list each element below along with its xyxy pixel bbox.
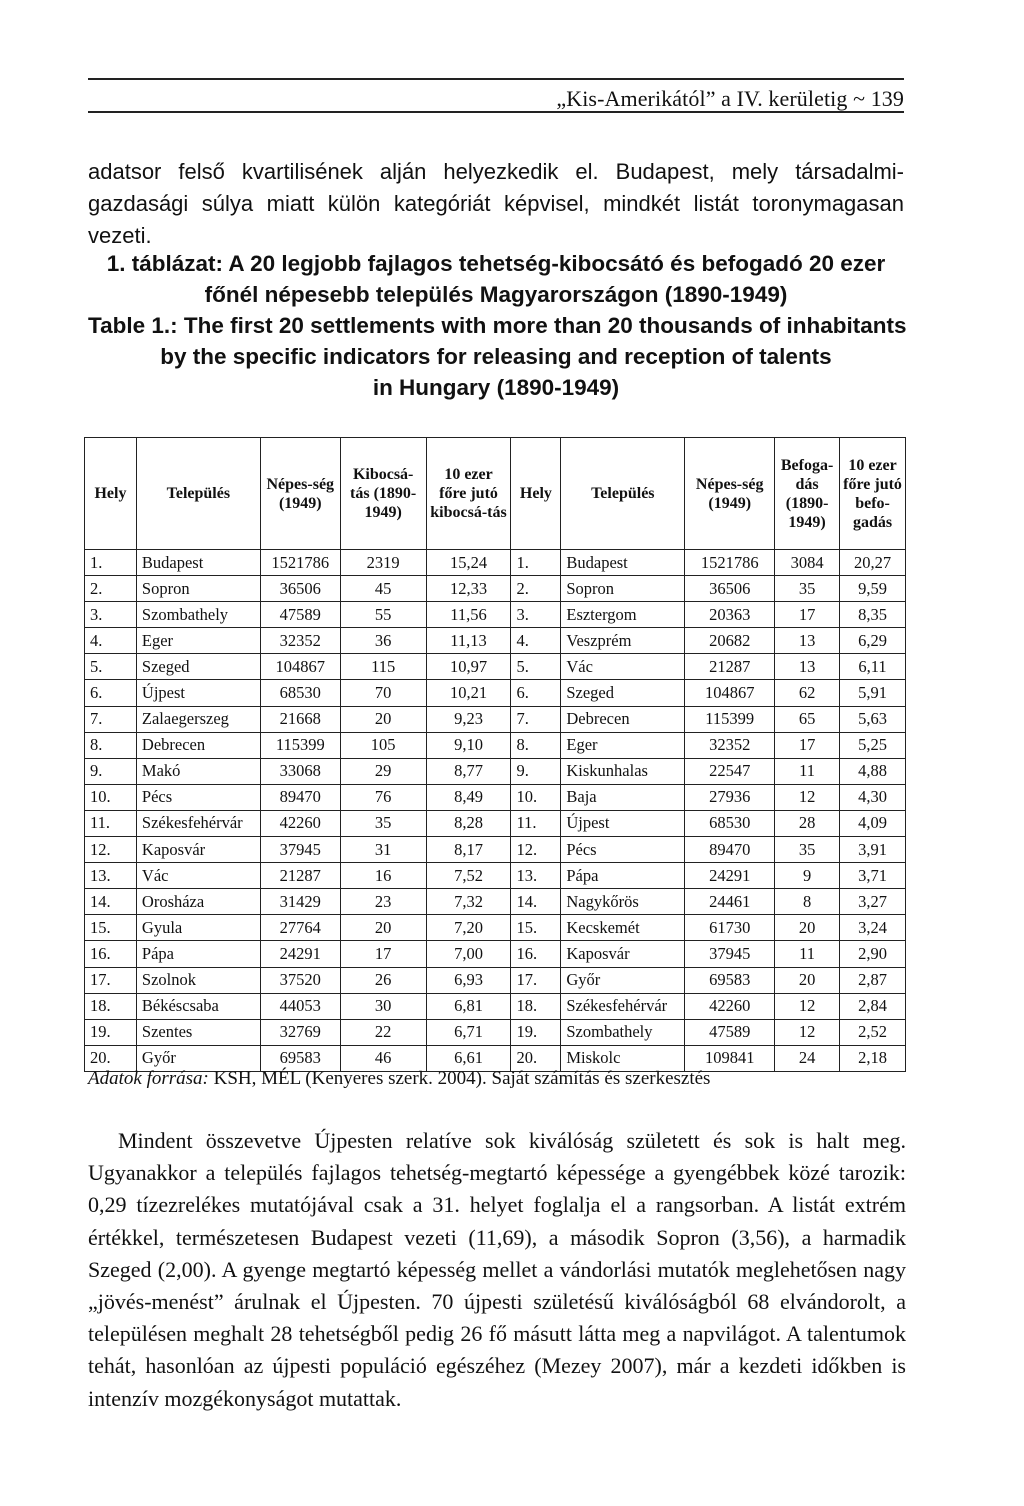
cell-rank-left: 10.: [85, 784, 137, 810]
cell-population-right: 115399: [685, 706, 775, 732]
cell-settlement-right: Budapest: [561, 550, 685, 576]
cell-settlement-right: Pécs: [561, 837, 685, 863]
cell-emission: 16: [340, 863, 426, 889]
table-body: [85, 550, 906, 1072]
cell-population-right: 21287: [685, 654, 775, 680]
cell-settlement-right: Nagykőrös: [561, 889, 685, 915]
cell-population-right: 1521786: [685, 550, 775, 576]
cell-population-right: 37945: [685, 941, 775, 967]
cell-emission-per-10k: 8,77: [426, 758, 511, 784]
cell-population-right: 89470: [685, 837, 775, 863]
cell-rank-right: 13.: [511, 863, 561, 889]
cell-emission-per-10k: 10,21: [426, 680, 511, 706]
cell-reception: 28: [775, 810, 840, 836]
table-row: [85, 993, 906, 1019]
cell-rank-right: 9.: [511, 758, 561, 784]
cell-rank-left: 7.: [85, 706, 137, 732]
cell-reception: 3084: [775, 550, 840, 576]
cell-settlement-left: Debrecen: [136, 732, 260, 758]
cell-settlement-left: Eger: [136, 628, 260, 654]
cell-population-right: 24461: [685, 889, 775, 915]
cell-settlement-right: Pápa: [561, 863, 685, 889]
cell-emission-per-10k: 7,52: [426, 863, 511, 889]
cell-population-right: 20363: [685, 602, 775, 628]
table-header-row: [85, 438, 906, 550]
cell-population-left: 31429: [260, 889, 340, 915]
cell-population-left: 68530: [260, 680, 340, 706]
cell-rank-right: 12.: [511, 837, 561, 863]
cell-rank-left: 13.: [85, 863, 137, 889]
cell-rank-left: 11.: [85, 810, 137, 836]
cell-population-left: 32352: [260, 628, 340, 654]
data-source-note: [88, 1068, 710, 1090]
cell-reception: 11: [775, 941, 840, 967]
cell-emission-per-10k: 8,49: [426, 784, 511, 810]
table-row: [85, 680, 906, 706]
cell-emission: 105: [340, 732, 426, 758]
cell-rank-left: 18.: [85, 993, 137, 1019]
cell-settlement-left: Pécs: [136, 784, 260, 810]
cell-emission-per-10k: 7,32: [426, 889, 511, 915]
table-row: [85, 889, 906, 915]
cell-reception-per-10k: 6,29: [840, 628, 906, 654]
cell-population-right: 24291: [685, 863, 775, 889]
cell-reception: 13: [775, 628, 840, 654]
header-rank-right: Hely: [511, 438, 561, 550]
cell-rank-right: 11.: [511, 810, 561, 836]
header-emission-per-10k: 10 ezer főre jutó kibocsá-tás: [426, 438, 511, 550]
cell-population-right: 69583: [685, 967, 775, 993]
cell-emission-per-10k: 6,81: [426, 993, 511, 1019]
cell-emission: 115: [340, 654, 426, 680]
cell-emission-per-10k: 7,20: [426, 915, 511, 941]
cell-population-right: 104867: [685, 680, 775, 706]
cell-rank-right: 7.: [511, 706, 561, 732]
cell-population-left: 27764: [260, 915, 340, 941]
source-label: Adatok forrása:: [88, 1068, 209, 1089]
intro-paragraph: [88, 156, 904, 252]
cell-rank-right: 2.: [511, 576, 561, 602]
cell-population-right: 20682: [685, 628, 775, 654]
cell-settlement-right: Eger: [561, 732, 685, 758]
header-emission: Kibocsá-tás (1890-1949): [340, 438, 426, 550]
table-row: [85, 1019, 906, 1045]
cell-rank-left: 2.: [85, 576, 137, 602]
cell-population-right: 36506: [685, 576, 775, 602]
cell-rank-left: 1.: [85, 550, 137, 576]
cell-reception: 8: [775, 889, 840, 915]
cell-reception: 13: [775, 654, 840, 680]
cell-population-left: 36506: [260, 576, 340, 602]
cell-population-right: 42260: [685, 993, 775, 1019]
cell-reception-per-10k: 5,91: [840, 680, 906, 706]
cell-population-right: 47589: [685, 1019, 775, 1045]
header-reception: Befoga-dás (1890-1949): [775, 438, 840, 550]
cell-rank-right: 3.: [511, 602, 561, 628]
cell-settlement-right: Újpest: [561, 810, 685, 836]
cell-rank-left: 5.: [85, 654, 137, 680]
cell-emission-per-10k: 9,10: [426, 732, 511, 758]
cell-population-right: 109841: [685, 1045, 775, 1071]
cell-reception: 62: [775, 680, 840, 706]
cell-emission: 17: [340, 941, 426, 967]
cell-settlement-right: Szombathely: [561, 1019, 685, 1045]
cell-rank-right: 20.: [511, 1045, 561, 1071]
cell-emission: 35: [340, 810, 426, 836]
cell-emission-per-10k: 6,71: [426, 1019, 511, 1045]
cell-reception: 20: [775, 967, 840, 993]
cell-reception: 12: [775, 784, 840, 810]
cell-settlement-left: Szeged: [136, 654, 260, 680]
cell-population-right: 68530: [685, 810, 775, 836]
cell-rank-left: 3.: [85, 602, 137, 628]
cell-rank-left: 6.: [85, 680, 137, 706]
cell-settlement-left: Budapest: [136, 550, 260, 576]
cell-settlement-left: Zalaegerszeg: [136, 706, 260, 732]
cell-population-right: 61730: [685, 915, 775, 941]
cell-emission: 20: [340, 706, 426, 732]
table-row: [85, 628, 906, 654]
cell-rank-left: 12.: [85, 837, 137, 863]
header-rank-left: Hely: [85, 438, 137, 550]
cell-emission-per-10k: 10,97: [426, 654, 511, 680]
cell-reception-per-10k: 2,52: [840, 1019, 906, 1045]
cell-population-left: 104867: [260, 654, 340, 680]
cell-settlement-left: Pápa: [136, 941, 260, 967]
header-population-right: Népes-ség (1949): [685, 438, 775, 550]
cell-population-left: 32769: [260, 1019, 340, 1045]
cell-rank-right: 18.: [511, 993, 561, 1019]
cell-reception-per-10k: 4,30: [840, 784, 906, 810]
cell-reception: 65: [775, 706, 840, 732]
cell-population-left: 37520: [260, 967, 340, 993]
cell-rank-right: 8.: [511, 732, 561, 758]
cell-population-left: 33068: [260, 758, 340, 784]
body-paragraph: [88, 1125, 906, 1415]
running-head: „Kis-Amerikától” a IV. kerületig ~ 139: [556, 86, 904, 111]
cell-reception-per-10k: 20,27: [840, 550, 906, 576]
cell-rank-left: 8.: [85, 732, 137, 758]
cell-settlement-right: Kiskunhalas: [561, 758, 685, 784]
cell-population-left: 42260: [260, 810, 340, 836]
cell-population-left: 37945: [260, 837, 340, 863]
cell-emission: 22: [340, 1019, 426, 1045]
table-row: [85, 810, 906, 836]
header-rule-bottom: [88, 111, 904, 113]
cell-population-right: 22547: [685, 758, 775, 784]
table-row: [85, 706, 906, 732]
cell-reception-per-10k: 5,63: [840, 706, 906, 732]
settlements-table: [84, 437, 906, 1072]
caption-en-line-1: Table 1.: The first 20 settlements with more than 20 thousands of inhabitants: [88, 313, 907, 338]
cell-reception-per-10k: 2,90: [840, 941, 906, 967]
cell-reception-per-10k: 4,88: [840, 758, 906, 784]
cell-rank-right: 5.: [511, 654, 561, 680]
cell-rank-right: 15.: [511, 915, 561, 941]
cell-emission: 46: [340, 1045, 426, 1071]
cell-settlement-right: Szeged: [561, 680, 685, 706]
cell-reception-per-10k: 6,11: [840, 654, 906, 680]
cell-emission-per-10k: 6,61: [426, 1045, 511, 1071]
cell-reception: 17: [775, 732, 840, 758]
cell-rank-right: 10.: [511, 784, 561, 810]
cell-emission: 55: [340, 602, 426, 628]
cell-rank-right: 19.: [511, 1019, 561, 1045]
cell-settlement-left: Orosháza: [136, 889, 260, 915]
cell-settlement-left: Győr: [136, 1045, 260, 1071]
cell-emission: 23: [340, 889, 426, 915]
cell-settlement-left: Sopron: [136, 576, 260, 602]
cell-rank-right: 17.: [511, 967, 561, 993]
cell-reception-per-10k: 8,35: [840, 602, 906, 628]
header-population-left: Népes-ség (1949): [260, 438, 340, 550]
cell-population-left: 89470: [260, 784, 340, 810]
table-row: [85, 602, 906, 628]
cell-emission-per-10k: 9,23: [426, 706, 511, 732]
source-text: KSH, MÉL (Kenyeres szerk. 2004). Saját számítás és szerkesztés: [208, 1068, 711, 1089]
table-row: [85, 732, 906, 758]
cell-rank-right: 4.: [511, 628, 561, 654]
cell-rank-left: 14.: [85, 889, 137, 915]
caption-en-line-3: in Hungary (1890-1949): [372, 375, 620, 400]
cell-reception-per-10k: 3,91: [840, 837, 906, 863]
cell-population-left: 21668: [260, 706, 340, 732]
cell-population-left: 44053: [260, 993, 340, 1019]
cell-emission: 45: [340, 576, 426, 602]
cell-population-right: 27936: [685, 784, 775, 810]
cell-reception-per-10k: 5,25: [840, 732, 906, 758]
table-row: [85, 863, 906, 889]
table-row: [85, 758, 906, 784]
cell-reception: 12: [775, 993, 840, 1019]
cell-rank-left: 9.: [85, 758, 137, 784]
cell-reception-per-10k: 2,87: [840, 967, 906, 993]
cell-settlement-left: Kaposvár: [136, 837, 260, 863]
cell-rank-right: 14.: [511, 889, 561, 915]
cell-rank-left: 4.: [85, 628, 137, 654]
caption-hu-line-2: főnél népesebb település Magyarországon (1890-1949): [204, 282, 788, 307]
cell-settlement-right: Debrecen: [561, 706, 685, 732]
table-row: [85, 967, 906, 993]
cell-rank-left: 19.: [85, 1019, 137, 1045]
cell-emission-per-10k: 15,24: [426, 550, 511, 576]
cell-settlement-right: Sopron: [561, 576, 685, 602]
cell-emission: 26: [340, 967, 426, 993]
cell-settlement-right: Kecskemét: [561, 915, 685, 941]
table-row: [85, 784, 906, 810]
cell-rank-left: 20.: [85, 1045, 137, 1071]
cell-emission: 2319: [340, 550, 426, 576]
cell-settlement-right: Székesfehérvár: [561, 993, 685, 1019]
cell-emission-per-10k: 6,93: [426, 967, 511, 993]
cell-rank-right: 6.: [511, 680, 561, 706]
cell-settlement-right: Veszprém: [561, 628, 685, 654]
cell-emission-per-10k: 11,56: [426, 602, 511, 628]
cell-population-left: 1521786: [260, 550, 340, 576]
cell-settlement-left: Székesfehérvár: [136, 810, 260, 836]
cell-reception: 35: [775, 576, 840, 602]
cell-population-left: 21287: [260, 863, 340, 889]
cell-reception: 12: [775, 1019, 840, 1045]
cell-population-left: 24291: [260, 941, 340, 967]
cell-population-left: 47589: [260, 602, 340, 628]
cell-settlement-right: Vác: [561, 654, 685, 680]
header-settlement-right: Település: [561, 438, 685, 550]
cell-reception: 9: [775, 863, 840, 889]
table-row: [85, 915, 906, 941]
cell-emission: 29: [340, 758, 426, 784]
cell-emission: 31: [340, 837, 426, 863]
cell-settlement-right: Baja: [561, 784, 685, 810]
cell-reception: 24: [775, 1045, 840, 1071]
cell-reception: 11: [775, 758, 840, 784]
cell-emission-per-10k: 11,13: [426, 628, 511, 654]
cell-reception-per-10k: 2,84: [840, 993, 906, 1019]
cell-settlement-left: Makó: [136, 758, 260, 784]
cell-settlement-left: Gyula: [136, 915, 260, 941]
cell-population-right: 32352: [685, 732, 775, 758]
cell-reception-per-10k: 3,27: [840, 889, 906, 915]
header-rule-top: [88, 78, 904, 80]
cell-reception-per-10k: 3,71: [840, 863, 906, 889]
cell-rank-left: 17.: [85, 967, 137, 993]
cell-rank-right: 1.: [511, 550, 561, 576]
cell-emission: 70: [340, 680, 426, 706]
table-row: [85, 550, 906, 576]
cell-emission: 76: [340, 784, 426, 810]
caption-en-line-2: by the specific indicators for releasing and reception of talents: [160, 344, 832, 369]
header-reception-per-10k: 10 ezer főre jutó befo-gadás: [840, 438, 906, 550]
caption-hu-line-1: 1. táblázat: A 20 legjobb fajlagos tehetség-kibocsátó és befogadó 20 ezer: [106, 251, 886, 276]
cell-settlement-right: Győr: [561, 967, 685, 993]
table-row: [85, 576, 906, 602]
cell-settlement-right: Esztergom: [561, 602, 685, 628]
table-caption: [88, 248, 907, 403]
cell-reception-per-10k: 9,59: [840, 576, 906, 602]
cell-settlement-left: Békéscsaba: [136, 993, 260, 1019]
intro-text: adatsor felső kvartilisének alján helyezkedik el. Budapest, mely társadalmi-gazdasági súlya miatt külön kategóriát képvisel, mindkét listát toronymagasan vezeti.: [88, 159, 904, 248]
cell-settlement-left: Vác: [136, 863, 260, 889]
cell-reception-per-10k: 2,18: [840, 1045, 906, 1071]
cell-rank-left: 15.: [85, 915, 137, 941]
table-row: [85, 837, 906, 863]
cell-reception-per-10k: 3,24: [840, 915, 906, 941]
cell-settlement-left: Szentes: [136, 1019, 260, 1045]
cell-emission: 36: [340, 628, 426, 654]
cell-emission-per-10k: 7,00: [426, 941, 511, 967]
cell-emission-per-10k: 8,28: [426, 810, 511, 836]
cell-population-left: 115399: [260, 732, 340, 758]
cell-settlement-left: Szombathely: [136, 602, 260, 628]
header-settlement-left: Település: [136, 438, 260, 550]
cell-settlement-right: Miskolc: [561, 1045, 685, 1071]
cell-emission-per-10k: 8,17: [426, 837, 511, 863]
cell-emission: 30: [340, 993, 426, 1019]
cell-population-left: 69583: [260, 1045, 340, 1071]
cell-rank-right: 16.: [511, 941, 561, 967]
cell-rank-left: 16.: [85, 941, 137, 967]
cell-emission: 20: [340, 915, 426, 941]
cell-reception: 20: [775, 915, 840, 941]
body-text: Mindent összevetve Újpesten relatíve sok kiválóság született és sok is halt meg. Ugyanakkor a település fajlagos tehetség-megtartó képessége a gyengébbek közé tarozik: 0,29 tízezrelékes mutatójával csak a 31. helyet foglalja el a rangsorban. A listát extrém értékkel, természetesen Budapest vezeti (11,69), a második Sopron (3,56), a harmadik Szeged (2,00). A gyenge megtartó képesség mellet a vándorlási mutatók meglehetősen nagy „jövés-menést” árulnak el Újpesten. 70 újpesti születésű kiválóságból 68 elvándorolt, a településen meghalt 28 tehetségből pedig 26 fő másutt látta meg a napvilágot. A talentumok tehát, hasonlóan az újpesti populáció egészéhez (Mezey 2007), már a kezdeti időkben is intenzív mozgékonyságot mutattak.: [88, 1128, 906, 1411]
table-row: [85, 941, 906, 967]
cell-settlement-left: Szolnok: [136, 967, 260, 993]
cell-settlement-left: Újpest: [136, 680, 260, 706]
cell-settlement-right: Kaposvár: [561, 941, 685, 967]
cell-emission-per-10k: 12,33: [426, 576, 511, 602]
cell-reception: 35: [775, 837, 840, 863]
cell-reception-per-10k: 4,09: [840, 810, 906, 836]
table-row: [85, 654, 906, 680]
cell-reception: 17: [775, 602, 840, 628]
